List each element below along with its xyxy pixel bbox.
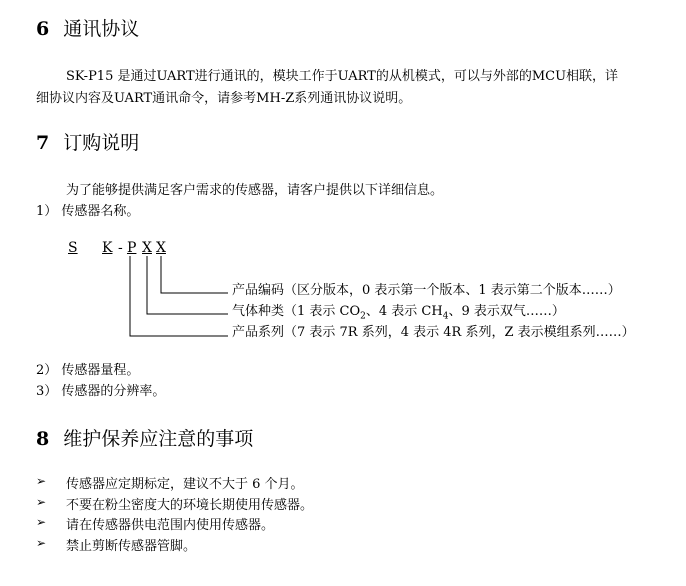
annotation-product-code: 产品编码（区分版本，0 表示第一个版本、1 表示第二个版本……） xyxy=(232,283,621,298)
annotation-gas-type-sub-1: 2 xyxy=(360,311,366,322)
section-7-item-2: 2） 传感器量程。 xyxy=(36,363,140,378)
annotation-product-series: 产品系列（7 表示 7R 系列，4 表示 4R 系列，Z 表示模组系列……） xyxy=(232,325,635,340)
connector-line-gas-type xyxy=(147,256,228,314)
section-8-number: 8 xyxy=(36,428,50,450)
model-char-dash: - xyxy=(118,240,123,256)
connector-line-product-series xyxy=(130,256,228,336)
section-6-paragraph-line2: 细协议内容及UART通讯命令，请参考MH-Z系列通讯协议说明。 xyxy=(36,91,412,106)
model-char-x1: X xyxy=(142,240,152,256)
annotation-gas-type-text-2: 、4 表示 CH xyxy=(365,304,443,319)
section-6-number: 6 xyxy=(36,18,50,40)
model-char-k: K xyxy=(102,240,113,256)
section-7-item-3: 3） 传感器的分辨率。 xyxy=(36,384,166,399)
bullet-arrow-icon: ➢ xyxy=(36,495,47,509)
bullet-arrow-icon: ➢ xyxy=(36,536,47,550)
annotation-gas-type xyxy=(232,300,565,322)
list-item: 禁止剪断传感器管脚。 xyxy=(66,539,197,554)
list-item: 不要在粉尘密度大的环境长期使用传感器。 xyxy=(66,498,314,513)
section-7-item-1: 1） 传感器名称。 xyxy=(36,204,140,219)
annotation-gas-type-sub-2: 4 xyxy=(442,311,449,322)
section-8-title: 维护保养应注意的事项 xyxy=(63,428,254,450)
annotation-gas-type-text-3: 、9 表示双气……） xyxy=(448,304,565,319)
section-7-intro: 为了能够提供满足客户需求的传感器，请客户提供以下详细信息。 xyxy=(66,183,444,198)
list-item: 请在传感器供电范围内使用传感器。 xyxy=(66,518,275,533)
section-8-heading xyxy=(36,424,253,451)
model-char-p: P xyxy=(127,240,137,256)
bullet-arrow-icon: ➢ xyxy=(36,474,47,488)
section-6-title: 通讯协议 xyxy=(63,18,140,40)
section-7-number: 7 xyxy=(36,132,50,154)
list-item: 传感器应定期标定，建议不大于 6 个月。 xyxy=(66,477,304,492)
model-char-s: S xyxy=(68,240,78,256)
section-7-title: 订购说明 xyxy=(63,132,140,154)
annotation-gas-type-text-1: 气体种类（1 表示 CO xyxy=(232,304,361,319)
section-6-paragraph-line1: SK-P15 是通过UART进行通讯的，模块工作于UART的从机模式，可以与外部的MCU相联，详 xyxy=(66,69,619,84)
connector-line-product-code xyxy=(161,256,228,293)
model-char-x2: X xyxy=(156,240,166,256)
bullet-arrow-icon: ➢ xyxy=(36,515,47,529)
